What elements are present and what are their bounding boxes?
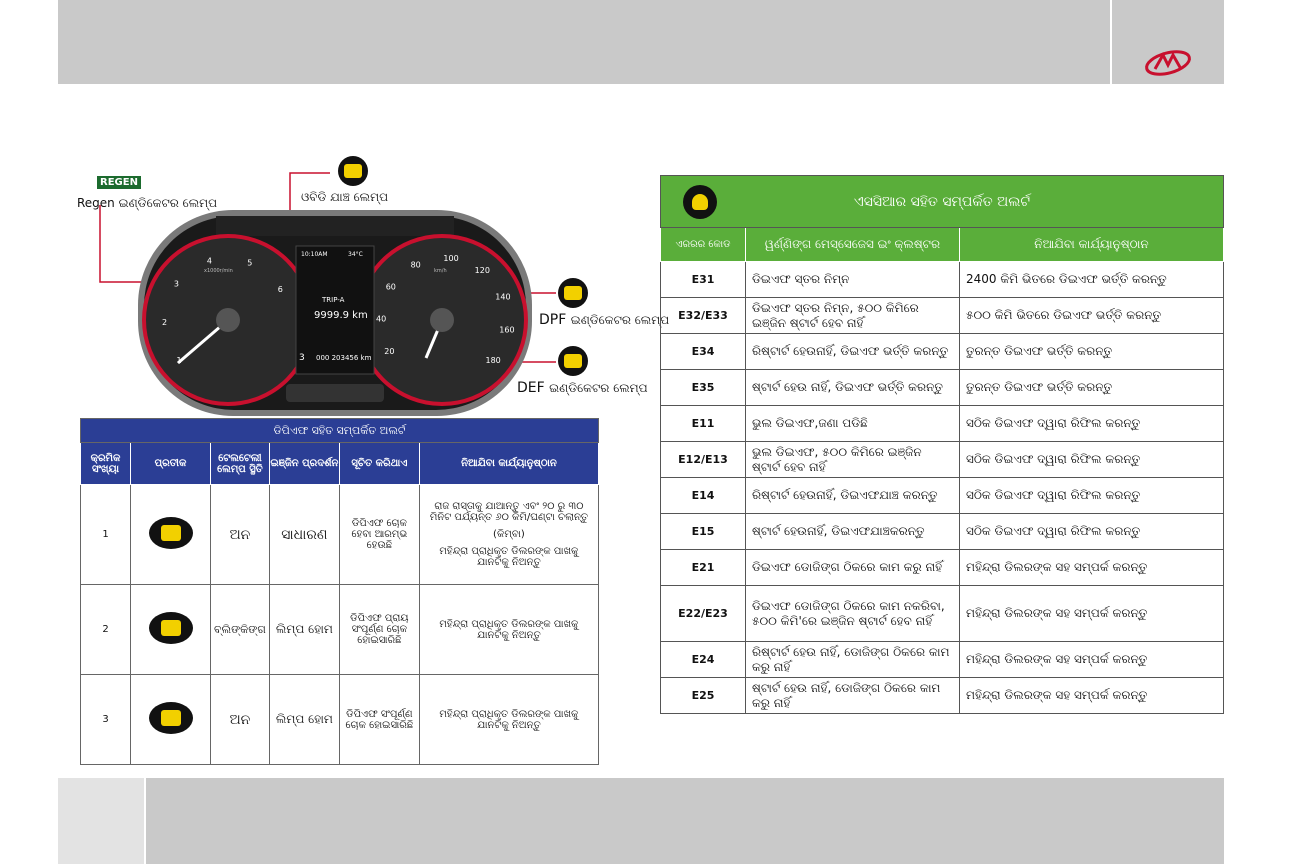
warning-message: ରିଷ୍ଟାର୍ଟ ହେଉ ନାହିଁ, ଡୋଜିଙ୍ଗ ଠିକରେ କାମ କରୁ ନାହିଁ <box>746 642 960 678</box>
row-num: 1 <box>81 485 131 585</box>
dpf-header-performance: ଇଞ୍ଜିନ ପ୍ରଦର୍ଶନ <box>269 443 339 485</box>
row-indicates: ଡିପିଏଫ ପ୍ରାୟ ସଂପୂର୍ଣ୍ଣ ଚୋକ ହୋଇସାରିଛି <box>339 585 419 675</box>
action: ମହିନ୍ଦ୍ରା ଡିଲରଙ୍କ ସହ ସମ୍ପର୍କ କରନ୍ତୁ <box>960 586 1224 642</box>
dpf-label <box>539 312 669 328</box>
action: ସଠିକ ଡିଇଏଫ ଦ୍ୱାରା ରିଫିଲ କରନ୍ତୁ <box>960 514 1224 550</box>
scr-table-title <box>661 176 1224 228</box>
row-performance: ସାଧାରଣ <box>269 485 339 585</box>
def-indicator-icon <box>683 185 717 219</box>
action: ମହିନ୍ଦ୍ରା ଡିଲରଙ୍କ ସହ ସମ୍ପର୍କ କରନ୍ତୁ <box>960 642 1224 678</box>
warning-message: ଷ୍ଟାର୍ଟ ହେଉନାହିଁ, ଡିଇଏଫଯାଞ୍ଚକରନ୍ତୁ <box>746 514 960 550</box>
scr-header-message: ୱର୍ଣ୍ଣିଙ୍ଗ ମେସ୍ସେଜେସ ଇଂ କ୍ଲଷ୍ଟର <box>746 228 960 262</box>
dpf-table-title: ଡିପିଏଫ ସହିତ ସମ୍ପର୍କିତ ଅଲର୍ଟ <box>81 419 599 443</box>
table-row <box>661 550 1224 586</box>
scr-header-code: ଏରରର କୋଡ <box>661 228 746 262</box>
dpf-lamp-text: ଇଣ୍ଡିକେଟର ଲେମ୍ପ <box>570 313 670 327</box>
warning-message: ଭୁଲ ଡିଇଏଫ,ଜଣା ପଡିଛି <box>746 406 960 442</box>
warning-message: ରିଷ୍ଟାର୍ଟ ହେଉନାହିଁ, ଡିଇଏଫଯାଞ୍ଚ କରନ୍ତୁ <box>746 478 960 514</box>
table-row <box>661 642 1224 678</box>
gauge-tick-label: 80 <box>410 260 421 270</box>
dpf-header-indicates: ସୂଚିତ କରିଥାଏ <box>339 443 419 485</box>
action: ତୁରନ୍ତ ଡିଇଏଫ ଭର୍ତ୍ତି କରନ୍ତୁ <box>960 334 1224 370</box>
row-indicates: ଡିପିଏଫ ସଂପୂର୍ଣ୍ଣ ଚୋକ ହୋଇସାରିଛି <box>339 675 419 765</box>
gauge-tick-label: 1 <box>176 355 182 365</box>
row-action: ମହିନ୍ଦ୍ରା ପ୍ରାଧିକୃତ ଡିଲରଙ୍କ ପାଖକୁ ଯାନଟିକୁ ନିଅନ୍ତୁ <box>419 585 598 675</box>
speed-unit: km/h <box>434 268 447 274</box>
action: ମହିନ୍ଦ୍ରା ଡିଲରଙ୍କ ସହ ସମ୍ପର୍କ କରନ୍ତୁ <box>960 550 1224 586</box>
gauge-tick-label: 5 <box>247 258 253 268</box>
error-code: E22/E23 <box>661 586 746 642</box>
gauge-tick-label: 3 <box>173 279 179 289</box>
table-row <box>661 514 1224 550</box>
gauge-tick-label: 2 <box>162 318 168 328</box>
row-performance: ଲିମ୍ପ ହୋମ <box>269 675 339 765</box>
dpf-prefix: DPF <box>539 312 567 328</box>
error-code: E32/E33 <box>661 298 746 334</box>
table-row <box>661 334 1224 370</box>
warning-message: ଡିଇଏଫ ସ୍ତର ନିମ୍ନ <box>746 262 960 298</box>
action: ସଠିକ ଡିଇଏଫ ଦ୍ୱାରା ରିଫିଲ କରନ୍ତୁ <box>960 406 1224 442</box>
row-symbol <box>131 585 211 675</box>
footer-page-box <box>58 778 144 864</box>
display-time: 10:10AM <box>301 251 328 258</box>
error-code: E11 <box>661 406 746 442</box>
dpf-header-action: ନିଆଯିବା କାର୍ଯ୍ୟାନୁଷ୍ଠାନ <box>419 443 598 485</box>
footer-band <box>146 778 1224 864</box>
dpf-alerts-table <box>80 418 599 765</box>
regen-lamp-text: ଇଣ୍ଡିକେଟର ଲେମ୍ପ <box>118 196 218 210</box>
gauge-tick-label: 40 <box>376 314 387 324</box>
instrument-cluster <box>136 208 534 418</box>
error-code: E14 <box>661 478 746 514</box>
gauge-tick-label: 180 <box>485 355 501 365</box>
gauge-tick-label: 60 <box>385 282 396 292</box>
table-row <box>661 370 1224 406</box>
error-code: E35 <box>661 370 746 406</box>
dpf-header-num: କ୍ରମିକ ସଂଖ୍ୟା <box>81 443 131 485</box>
row-symbol <box>131 485 211 585</box>
header-band <box>58 0 1110 84</box>
table-row <box>81 585 599 675</box>
warning-message: ଷ୍ଟାର୍ଟ ହେଉ ନାହିଁ, ଡିଇଏଫ ଭର୍ତ୍ତି କରନ୍ତୁ <box>746 370 960 406</box>
obd-label: ଓବିଡି ଯାଞ୍ଚ ଲେମ୍ପ <box>301 190 389 204</box>
display-gear: 3 <box>299 353 305 363</box>
dpf-indicator-icon <box>558 278 588 308</box>
check-engine-icon <box>338 156 368 186</box>
mahindra-logo-icon <box>1143 47 1193 77</box>
table-row <box>81 675 599 765</box>
rpm-unit: x1000r/min <box>204 268 233 274</box>
display-trip-label: TRIP-A <box>322 296 345 304</box>
action: ତୁରନ୍ତ ଡିଇଏଫ ଭର୍ତ୍ତି କରନ୍ତୁ <box>960 370 1224 406</box>
table-row <box>661 442 1224 478</box>
row-action <box>419 485 598 585</box>
action: ସଠିକ ଡିଇଏଫ ଦ୍ୱାରା ରିଫିଲ କରନ୍ତୁ <box>960 442 1224 478</box>
warning-message: ଡିଇଏଫ ଡୋଜିଙ୍ଗ ଠିକରେ କାମ କରୁ ନାହିଁ <box>746 550 960 586</box>
warning-message: ଷ୍ଟାର୍ଟ ହେଉ ନାହିଁ, ଡୋଜିଙ୍ଗ ଠିକରେ କାମ କରୁ ନାହିଁ <box>746 678 960 714</box>
row-indicates: ଡିପିଏଫ ଚୋକ ହେବା ଆରମ୍ଭ ହେଉଛି <box>339 485 419 585</box>
error-code: E31 <box>661 262 746 298</box>
error-code: E34 <box>661 334 746 370</box>
row-action-1: ରାଜ ରାସ୍ତାକୁ ଯାଆନ୍ତୁ ଏବଂ ୨୦ ରୁ ୩୦ ମିନିଟ ପର୍ଯ୍ୟନ୍ତ ୬୦ କିମି/ଘଣ୍ଟା ଚଲାନ୍ତୁ <box>429 501 588 523</box>
display-odometer: 000 203456 km <box>316 354 372 362</box>
row-state: ଅନ <box>211 485 270 585</box>
gauge-tick-label: 100 <box>443 254 459 264</box>
error-code: E15 <box>661 514 746 550</box>
table-row <box>661 586 1224 642</box>
display-trip-value: 9999.9 km <box>314 310 368 321</box>
error-code: E24 <box>661 642 746 678</box>
error-code: E25 <box>661 678 746 714</box>
error-code: E21 <box>661 550 746 586</box>
def-label <box>517 380 648 396</box>
row-state: ବ୍ଲିଙ୍କିଙ୍ଗ <box>211 585 270 675</box>
row-state: ଅନ <box>211 675 270 765</box>
warning-message: ଡିଇଏଫ ସ୍ତର ନିମ୍ନ, ୫୦୦ କିମିରେ ଇଞ୍ଜିନ ଷ୍ଟାର୍ଟ ହେବ ନାହିଁ <box>746 298 960 334</box>
warning-message: ଭୁଲ ଡିଇଏଫ, ୫୦୦ କିମିରେ ଇଞ୍ଜିନ ଷ୍ଟାର୍ଟ ହେବ ନାହିଁ <box>746 442 960 478</box>
gauge-tick-label: 6 <box>277 285 283 294</box>
dpf-header-symbol: ପ୍ରତୀକ <box>131 443 211 485</box>
display-temp: 34°C <box>348 251 363 258</box>
gauge-tick-label: 120 <box>474 266 490 276</box>
dpf-indicator-icon <box>149 612 193 644</box>
error-code: E12/E13 <box>661 442 746 478</box>
row-num: 3 <box>81 675 131 765</box>
def-prefix: DEF <box>517 380 545 396</box>
action: ୫୦୦ କିମି ଭିତରେ ଡିଇଏଫ ଭର୍ତ୍ତି କରନ୍ତୁ <box>960 298 1224 334</box>
def-indicator-icon <box>558 346 588 376</box>
action: 2400 କିମି ଭିତରେ ଡିଇଏଫ ଭର୍ତ୍ତି କରନ୍ତୁ <box>960 262 1224 298</box>
table-row <box>661 406 1224 442</box>
row-action-2: ମହିନ୍ଦ୍ରା ପ୍ରାଧିକୃତ ଡିଲରଙ୍କ ପାଖକୁ ଯାନଟିକୁ ନିଅନ୍ତୁ <box>439 546 579 568</box>
warning-message: ରିଷ୍ଟାର୍ଟ ହେଉନାହିଁ, ଡିଇଏଫ ଭର୍ତ୍ତି କରନ୍ତୁ <box>746 334 960 370</box>
scr-title-text: ଏସସିଆର ସହିତ ସମ୍ପର୍କିତ ଅଲର୍ଟ <box>853 193 1031 210</box>
action: ମହିନ୍ଦ୍ରା ଡିଲରଙ୍କ ସହ ସମ୍ପର୍କ କରନ୍ତୁ <box>960 678 1224 714</box>
dpf-header-lamp: ଟେଲଟେଲୀ ଲେମ୍ପ ସ୍ଥିତି <box>211 443 270 485</box>
table-row <box>81 485 599 585</box>
check-engine-icon <box>149 702 193 734</box>
def-lamp-text: ଇଣ୍ଡିକେଟର ଲେମ୍ପ <box>549 381 648 395</box>
action: ସଠିକ ଡିଇଏଫ ଦ୍ୱାରା ରିଫିଲ କରନ୍ତୁ <box>960 478 1224 514</box>
table-row <box>661 678 1224 714</box>
table-row <box>661 262 1224 298</box>
dpf-indicator-icon <box>149 517 193 549</box>
gauge-tick-label: 20 <box>384 347 395 356</box>
table-row <box>661 298 1224 334</box>
gauge-tick-label: 4 <box>206 256 213 266</box>
row-performance: ଲିମ୍ପ ହୋମ <box>269 585 339 675</box>
regen-badge: REGEN <box>97 176 141 189</box>
row-action-or: (କିମ୍ବା) <box>493 529 525 540</box>
gauge-tick-label: 140 <box>495 292 511 302</box>
row-action: ମହିନ୍ଦ୍ରା ପ୍ରାଧିକୃତ ଡିଲରଙ୍କ ପାଖକୁ ଯାନଟିକୁ ନିଅନ୍ତୁ <box>419 675 598 765</box>
row-num: 2 <box>81 585 131 675</box>
scr-alerts-table <box>660 175 1224 714</box>
warning-message: ଡିଇଏଫ ଡୋଜିଙ୍ଗ ଠିକରେ କାମ ନକରିବା, ୫୦୦ କିମି'ରେ ଇଞ୍ଜିନ ଷ୍ଟାର୍ଟ ହେବ ନାହିଁ <box>746 586 960 642</box>
regen-prefix: Regen <box>77 196 115 210</box>
scr-header-action: ନିଆଯିବା କାର୍ଯ୍ୟାନୁଷ୍ଠାନ <box>960 228 1224 262</box>
gauge-tick-label: 160 <box>499 325 515 335</box>
table-row <box>661 478 1224 514</box>
row-symbol <box>131 675 211 765</box>
